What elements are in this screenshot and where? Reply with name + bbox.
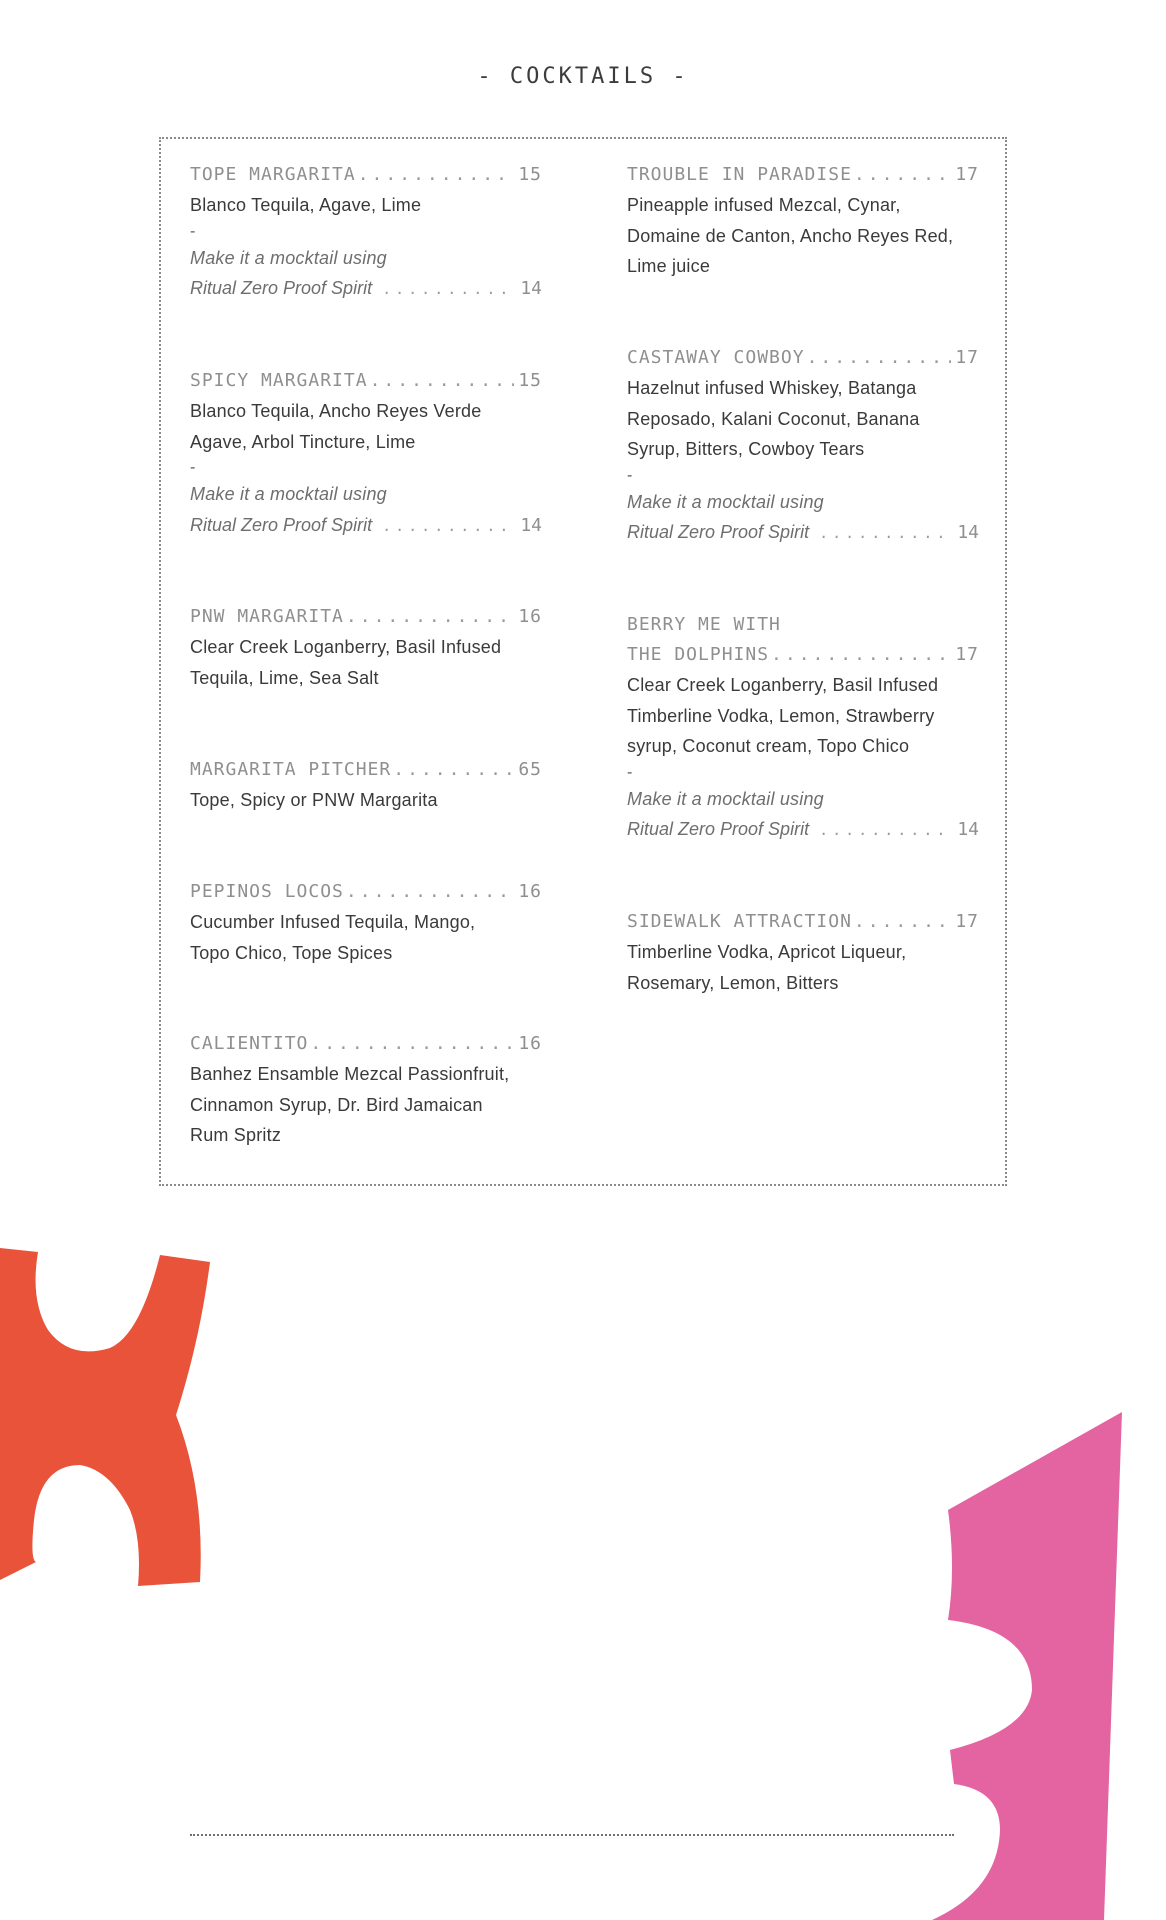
divider-dash: - [190,222,196,240]
mocktail-spirit: Ritual Zero Proof Spirit [627,819,810,839]
dot-leader [854,160,951,190]
item-title-row [190,877,542,907]
item-description: Pineapple infused Mezcal, Cynar, [627,195,901,215]
item-description: Rum Spritz [190,1125,282,1145]
menu-item [627,610,979,846]
item-price: 16 [518,606,542,627]
item-name: TOPE MARGARITA [190,164,356,185]
item-description: Tope, Spicy or PNW Margarita [190,790,438,810]
pink-shape-path [932,1412,1122,1920]
item-description: Hazelnut infused Whiskey, Batanga [627,378,917,398]
item-description: Blanco Tequila, Ancho Reyes Verde [190,401,482,421]
item-name: THE DOLPHINS [627,644,770,665]
item-price: 15 [518,164,542,185]
item-price: 17 [955,911,979,932]
dot-leader [393,755,514,785]
divider-dash: - [627,466,633,484]
divider-dash: - [190,459,196,476]
menu-item [627,343,979,549]
item-description: Topo Chico, Tope Spices [190,942,393,963]
pink-abstract-shape [928,1410,1166,1920]
mocktail-note: Make it a mocktail using [190,247,387,268]
mocktail-price: 14 [957,819,979,840]
item-name: SIDEWALK ATTRACTION [627,911,852,932]
item-description: Domaine de Canton, Ancho Reyes Red, [627,225,954,246]
mocktail-note: Make it a mocktail using [627,491,824,512]
mocktail-note: Make it a mocktail using [627,788,824,809]
item-title-row [190,602,542,632]
menu-item [190,1029,542,1151]
dot-leader [807,343,952,373]
item-description: Tequila, Lime, Sea Salt [190,667,379,688]
item-price: 65 [518,759,542,780]
item-name: SPICY MARGARITA [190,370,368,391]
item-name: PNW MARGARITA [190,606,344,627]
item-description: Timberline Vodka, Lemon, Strawberry [627,705,935,726]
item-title-row [627,640,979,670]
mocktail-row [627,814,979,846]
menu-item [190,160,542,305]
item-name: MARGARITA PITCHER [190,759,392,780]
item-name-line: BERRY ME WITH [627,614,781,635]
section-title: - COCKTAILS - [477,64,689,89]
item-name: TROUBLE IN PARADISE [627,164,852,185]
mocktail-spirit: Ritual Zero Proof Spirit [627,522,810,542]
dot-leader [310,1029,514,1059]
mocktail-spirit: Ritual Zero Proof Spirit [190,278,373,298]
bottom-dotted-rule [190,1834,954,1836]
item-description: Timberline Vodka, Apricot Liqueur, [627,942,907,962]
item-price: 17 [955,164,979,185]
dot-leader [370,366,515,396]
item-title-row [190,366,542,396]
menu-item [190,755,542,816]
mocktail-price: 14 [520,278,542,299]
item-description: Lime juice [627,256,711,276]
item-description: syrup, Coconut cream, Topo Chico [627,736,910,756]
divider-dash: - [627,763,633,781]
dot-leader [346,877,514,907]
dot-leader [358,160,515,190]
item-description: Reposado, Kalani Coconut, Banana [627,408,920,429]
item-name: CALIENTITO [190,1033,309,1054]
item-description: Clear Creek Loganberry, Basil Infused [627,675,939,695]
item-description: Syrup, Bitters, Cowboy Tears [627,439,865,459]
item-description: Agave, Arbol Tincture, Lime [190,431,416,452]
item-price: 17 [955,644,979,665]
orange-abstract-shape [0,1240,215,1590]
dot-leader [382,274,514,305]
dot-leader [346,602,514,632]
item-description: Banhez Ensamble Mezcal Passionfruit, [190,1064,510,1084]
item-title-row [627,343,979,373]
mocktail-note: Make it a mocktail using [190,484,387,504]
mocktail-row [190,273,542,305]
item-title-row [627,907,979,937]
mocktail-spirit: Ritual Zero Proof Spirit [190,514,373,535]
item-description: Clear Creek Loganberry, Basil Infused [190,637,502,657]
item-title-row [190,160,542,190]
dot-leader [854,907,951,937]
item-title-row [627,160,979,190]
item-price: 15 [518,370,542,391]
menu-item [627,907,979,998]
mocktail-price: 14 [957,522,979,543]
item-description: Cinnamon Syrup, Dr. Bird Jamaican [190,1094,483,1115]
item-description: Blanco Tequila, Agave, Lime [190,195,422,215]
orange-shape-path [0,1248,210,1586]
item-name: PEPINOS LOCOS [190,881,344,902]
item-title-row [190,1029,542,1059]
dot-leader [819,815,951,846]
item-description: Cucumber Infused Tequila, Mango, [190,912,476,932]
item-title-row [190,755,542,785]
menu-item [627,160,979,282]
dot-leader [819,518,951,549]
item-price: 16 [518,881,542,902]
mocktail-price: 14 [520,514,542,536]
menu-item [190,877,542,968]
item-price: 16 [518,1033,542,1054]
item-description: Rosemary, Lemon, Bitters [627,972,839,993]
item-price: 17 [955,347,979,368]
item-name: CASTAWAY COWBOY [627,347,805,368]
dot-leader [382,511,514,542]
mocktail-row [627,517,979,549]
dot-leader [771,640,951,670]
menu-item [190,366,542,541]
mocktail-row [190,510,542,542]
menu-item [190,602,542,693]
